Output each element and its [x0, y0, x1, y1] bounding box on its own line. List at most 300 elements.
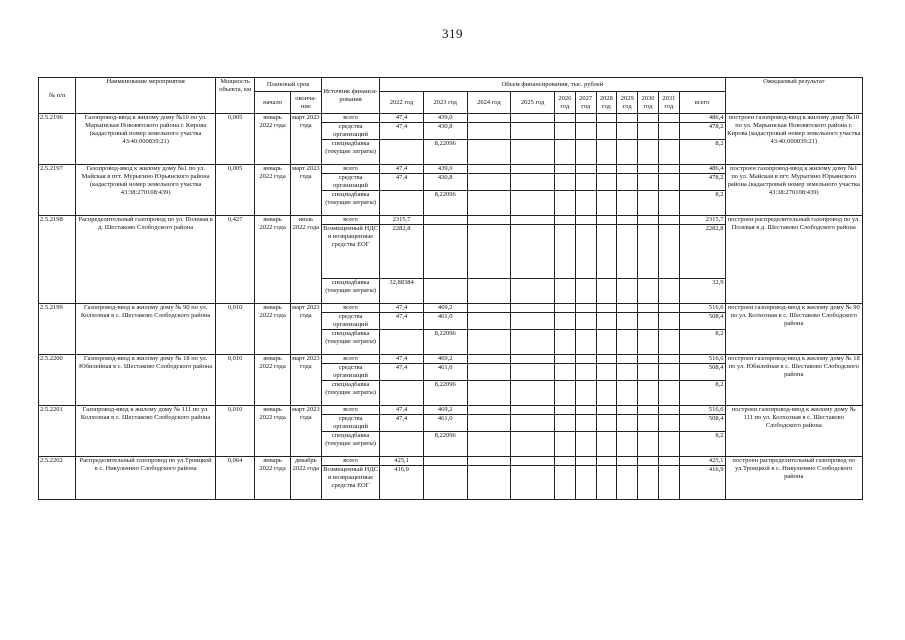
value-total: 516,6: [679, 406, 725, 415]
value-2022: [380, 191, 424, 216]
value-empty-year: [617, 457, 638, 466]
value-empty-year: [554, 406, 575, 415]
value-empty-year: [638, 457, 659, 466]
header-sources: Источник финанси-рования: [321, 78, 379, 114]
value-2023: 439,0: [423, 165, 467, 174]
value-2022: 47,4: [380, 415, 424, 432]
value-empty-year: [511, 304, 555, 313]
value-total: 478,2: [679, 174, 725, 191]
value-empty-year: [575, 140, 596, 165]
value-empty-year: [596, 355, 617, 364]
value-empty-year: [596, 415, 617, 432]
value-empty-year: [554, 114, 575, 123]
value-total: 8,2: [679, 330, 725, 355]
value-2023: 461,0: [423, 313, 467, 330]
header-year-9: 2031 год: [658, 92, 679, 114]
table-row: [39, 304, 863, 313]
end-date: март 2023 года: [290, 304, 321, 355]
value-empty-year: [554, 432, 575, 457]
value-empty-year: [596, 216, 617, 225]
start-date: январь 2022 года: [255, 304, 290, 355]
capacity-value: 0,427: [215, 216, 255, 304]
value-total: 2282,8: [679, 225, 725, 279]
value-total: 416,9: [679, 466, 725, 500]
value-empty-year: [617, 225, 638, 279]
value-empty-year: [638, 381, 659, 406]
value-empty-year: [575, 457, 596, 466]
value-2022: [380, 381, 424, 406]
value-2023: [423, 457, 467, 466]
value-empty-year: [638, 114, 659, 123]
value-total: 8,2: [679, 191, 725, 216]
start-date: январь 2022 года: [255, 216, 290, 304]
funding-source: всего: [321, 114, 379, 123]
header-plan-term: Плановый срок: [255, 78, 322, 92]
table-body: [39, 114, 863, 500]
value-total: 2315,7: [679, 216, 725, 225]
value-2022: [380, 330, 424, 355]
measure-name: Распределительный газопровод по ул.Троицкой в с. Никульчино Слободского района: [76, 457, 215, 500]
value-2023: 461,0: [423, 364, 467, 381]
value-2023: 8,22096: [423, 140, 467, 165]
value-2022: 2282,8: [380, 225, 424, 279]
value-total: 478,2: [679, 123, 725, 140]
table-row: [39, 355, 863, 364]
value-empty-year: [511, 165, 555, 174]
value-empty-year: [596, 123, 617, 140]
header-num: № п/п: [39, 78, 76, 114]
value-empty-year: [658, 165, 679, 174]
value-empty-year: [617, 140, 638, 165]
value-empty-year: [575, 415, 596, 432]
end-date: март 2023 года: [290, 355, 321, 406]
measure-name: Распределительный газопровод по ул. Полевая в д. Шестаково Слободского района: [76, 216, 215, 304]
end-date: декабрь 2022 года: [290, 457, 321, 500]
value-empty-year: [658, 140, 679, 165]
value-empty-year: [467, 114, 511, 123]
value-empty-year: [511, 191, 555, 216]
value-empty-year: [658, 432, 679, 457]
value-empty-year: [617, 304, 638, 313]
value-2022: 47,4: [380, 406, 424, 415]
value-empty-year: [511, 174, 555, 191]
value-empty-year: [511, 355, 555, 364]
value-empty-year: [617, 432, 638, 457]
value-empty-year: [617, 406, 638, 415]
value-empty-year: [658, 381, 679, 406]
value-2023: [423, 466, 467, 500]
value-empty-year: [596, 140, 617, 165]
value-empty-year: [554, 355, 575, 364]
value-empty-year: [511, 216, 555, 225]
value-total: 486,4: [679, 114, 725, 123]
row-num: 2.5.2202: [39, 457, 76, 500]
value-total: 8,2: [679, 432, 725, 457]
capacity-value: 0,010: [215, 355, 255, 406]
funding-source: спецнадбавка (текущие затраты): [321, 191, 379, 216]
value-empty-year: [596, 279, 617, 304]
value-empty-year: [554, 457, 575, 466]
value-empty-year: [467, 191, 511, 216]
value-empty-year: [467, 225, 511, 279]
value-empty-year: [617, 123, 638, 140]
value-empty-year: [467, 165, 511, 174]
value-empty-year: [511, 432, 555, 457]
value-empty-year: [467, 174, 511, 191]
value-empty-year: [554, 313, 575, 330]
value-empty-year: [575, 225, 596, 279]
measure-name: Газопровод-ввод к жилому дому № 90 по ул. Колхозная в с. Шестаково Слободского района: [76, 304, 215, 355]
header-year-5: 2027 год: [575, 92, 596, 114]
value-empty-year: [638, 140, 659, 165]
value-2023: 469,2: [423, 355, 467, 364]
header-year-4: 2026 год: [554, 92, 575, 114]
value-empty-year: [575, 355, 596, 364]
header-end: оконча-ние: [290, 92, 321, 114]
header-volume: Объем финансирования, тыс. рублей: [380, 78, 725, 92]
funding-source: средства организаций: [321, 123, 379, 140]
value-empty-year: [596, 304, 617, 313]
value-2022: 47,4: [380, 123, 424, 140]
value-total: 508,4: [679, 364, 725, 381]
value-empty-year: [658, 174, 679, 191]
value-empty-year: [554, 140, 575, 165]
value-2023: 430,8: [423, 123, 467, 140]
value-empty-year: [511, 466, 555, 500]
value-empty-year: [596, 114, 617, 123]
value-total: 32,9: [679, 279, 725, 304]
funding-source: Возмещенный НДС и возвращенные средства ЕОГ: [321, 225, 379, 279]
value-empty-year: [658, 313, 679, 330]
funding-source: всего: [321, 304, 379, 313]
row-num: 2.5.2198: [39, 216, 76, 304]
value-2023: 8,22096: [423, 432, 467, 457]
value-2023: 8,22096: [423, 330, 467, 355]
funding-source: средства организаций: [321, 313, 379, 330]
capacity-value: 0,010: [215, 406, 255, 457]
value-2023: [423, 279, 467, 304]
value-empty-year: [596, 174, 617, 191]
value-empty-year: [638, 355, 659, 364]
value-empty-year: [596, 313, 617, 330]
header-year-1: 2023 год: [423, 92, 467, 114]
value-empty-year: [658, 406, 679, 415]
value-empty-year: [596, 457, 617, 466]
value-empty-year: [617, 364, 638, 381]
measure-name: Газопровод-ввод к жилому дому № 18 по ул. Юбилейная в с. Шестаково Слободского района: [76, 355, 215, 406]
funding-source: всего: [321, 165, 379, 174]
value-empty-year: [617, 313, 638, 330]
value-empty-year: [554, 174, 575, 191]
value-2022: 2315,7: [380, 216, 424, 225]
table-row: [39, 457, 863, 466]
value-2023: 8,22096: [423, 381, 467, 406]
value-empty-year: [575, 313, 596, 330]
value-empty-year: [638, 123, 659, 140]
expected-result: построен газопровод-ввод к жилому дому № 111 по ул. Колхозная в с. Шестаково Слободского района: [725, 406, 862, 457]
value-empty-year: [638, 216, 659, 225]
page-number: 319: [442, 26, 463, 41]
end-date: март 2023 года: [290, 165, 321, 216]
value-empty-year: [617, 114, 638, 123]
value-empty-year: [511, 364, 555, 381]
value-empty-year: [638, 364, 659, 381]
value-empty-year: [658, 330, 679, 355]
row-num: 2.5.2197: [39, 165, 76, 216]
table-row: [39, 216, 863, 225]
value-empty-year: [511, 330, 555, 355]
value-empty-year: [467, 457, 511, 466]
value-2022: [380, 140, 424, 165]
value-empty-year: [658, 225, 679, 279]
value-2023: 469,2: [423, 406, 467, 415]
value-2023: 469,2: [423, 304, 467, 313]
value-empty-year: [467, 279, 511, 304]
value-empty-year: [575, 216, 596, 225]
start-date: январь 2022 года: [255, 457, 290, 500]
value-empty-year: [658, 304, 679, 313]
value-empty-year: [511, 225, 555, 279]
funding-source: спецнадбавка (текущие затраты): [321, 381, 379, 406]
value-2023: [423, 225, 467, 279]
value-empty-year: [617, 165, 638, 174]
value-empty-year: [617, 191, 638, 216]
header-year-0: 2022 год: [380, 92, 424, 114]
table-header: [39, 78, 863, 114]
measure-name: Газопровод-ввод к жилому дому №10 по ул. Марьинская Нововятского района г. Кирова (кадастровый номер земельного участка 43:40:000839:21): [76, 114, 215, 165]
value-empty-year: [467, 140, 511, 165]
header-year-7: 2029 год: [617, 92, 638, 114]
value-empty-year: [596, 364, 617, 381]
value-empty-year: [467, 364, 511, 381]
start-date: январь 2022 года: [255, 406, 290, 457]
header-capacity: Мощность объекта, км: [215, 78, 255, 114]
value-empty-year: [617, 466, 638, 500]
value-2023: 430,8: [423, 174, 467, 191]
value-empty-year: [658, 355, 679, 364]
capacity-value: 0,005: [215, 165, 255, 216]
funding-source: спецнадбавка (текущие затраты): [321, 140, 379, 165]
value-empty-year: [554, 330, 575, 355]
value-total: 425,1: [679, 457, 725, 466]
header-year-6: 2028 год: [596, 92, 617, 114]
value-empty-year: [575, 174, 596, 191]
value-empty-year: [575, 381, 596, 406]
value-empty-year: [467, 466, 511, 500]
value-empty-year: [575, 279, 596, 304]
value-empty-year: [511, 406, 555, 415]
value-empty-year: [596, 432, 617, 457]
value-empty-year: [511, 415, 555, 432]
value-empty-year: [467, 355, 511, 364]
funding-source: всего: [321, 216, 379, 225]
value-empty-year: [638, 174, 659, 191]
row-num: 2.5.2201: [39, 406, 76, 457]
funding-source: всего: [321, 406, 379, 415]
value-empty-year: [596, 191, 617, 216]
value-2022: 416,9: [380, 466, 424, 500]
start-date: январь 2022 года: [255, 355, 290, 406]
value-empty-year: [638, 330, 659, 355]
value-2023: [423, 216, 467, 225]
value-2023: 439,0: [423, 114, 467, 123]
value-empty-year: [511, 457, 555, 466]
value-empty-year: [596, 165, 617, 174]
header-result: Ожидаемый результат: [725, 78, 862, 114]
end-date: июль 2022 года: [290, 216, 321, 304]
capacity-value: 0,010: [215, 304, 255, 355]
start-date: январь 2022 года: [255, 165, 290, 216]
value-empty-year: [658, 457, 679, 466]
capacity-value: 0,064: [215, 457, 255, 500]
value-2022: 47,4: [380, 165, 424, 174]
value-empty-year: [575, 114, 596, 123]
funding-source: спецнадбавка (текущие затраты): [321, 279, 379, 304]
value-empty-year: [638, 313, 659, 330]
value-empty-year: [554, 415, 575, 432]
value-empty-year: [554, 123, 575, 140]
value-empty-year: [575, 466, 596, 500]
value-empty-year: [554, 304, 575, 313]
value-empty-year: [467, 216, 511, 225]
value-empty-year: [617, 174, 638, 191]
start-date: январь 2022 года: [255, 114, 290, 165]
expected-result: построен газопровод-ввод к жилому дому №1 по ул. Майская в пгт. Мурыгино Юрьянского района (кадастровый номер земельного участка 43:38:270108:439): [725, 165, 862, 216]
value-empty-year: [554, 466, 575, 500]
value-2022: 425,1: [380, 457, 424, 466]
value-empty-year: [554, 216, 575, 225]
value-empty-year: [554, 191, 575, 216]
value-2022: 47,4: [380, 355, 424, 364]
expected-result: построен газопровод-ввод к жилому дому № 90 по ул. Колхозная в с. Шестаково Слободского района: [725, 304, 862, 355]
value-empty-year: [554, 279, 575, 304]
value-total: 516,6: [679, 304, 725, 313]
value-2022: 47,4: [380, 313, 424, 330]
value-empty-year: [554, 381, 575, 406]
value-empty-year: [617, 415, 638, 432]
value-2022: 47,4: [380, 114, 424, 123]
value-empty-year: [575, 432, 596, 457]
value-empty-year: [638, 304, 659, 313]
value-empty-year: [467, 432, 511, 457]
end-date: март 2023 года: [290, 114, 321, 165]
value-empty-year: [638, 466, 659, 500]
funding-source: средства организаций: [321, 415, 379, 432]
value-empty-year: [554, 364, 575, 381]
funding-source: Возмещенный НДС и возвращенные средства ЕОГ: [321, 466, 379, 500]
value-2022: [380, 432, 424, 457]
capacity-value: 0,005: [215, 114, 255, 165]
value-empty-year: [596, 381, 617, 406]
value-empty-year: [511, 313, 555, 330]
value-empty-year: [658, 415, 679, 432]
value-empty-year: [511, 123, 555, 140]
value-empty-year: [554, 165, 575, 174]
value-2023: 461,0: [423, 415, 467, 432]
value-empty-year: [554, 225, 575, 279]
value-empty-year: [575, 330, 596, 355]
value-empty-year: [575, 191, 596, 216]
value-empty-year: [638, 406, 659, 415]
value-total: 508,4: [679, 415, 725, 432]
row-num: 2.5.2199: [39, 304, 76, 355]
funding-source: средства организаций: [321, 174, 379, 191]
value-empty-year: [575, 406, 596, 415]
value-empty-year: [467, 415, 511, 432]
value-empty-year: [467, 330, 511, 355]
value-empty-year: [617, 330, 638, 355]
expected-result: построен распределительный газопровод по ул. Полевая в д. Шестаково Слободского района: [725, 216, 862, 304]
value-empty-year: [658, 191, 679, 216]
table-row: [39, 406, 863, 415]
value-total: 8,2: [679, 381, 725, 406]
value-empty-year: [575, 165, 596, 174]
value-total: 486,4: [679, 165, 725, 174]
value-empty-year: [511, 279, 555, 304]
value-2022: 47,4: [380, 174, 424, 191]
value-empty-year: [658, 114, 679, 123]
header-total: всего: [679, 92, 725, 114]
end-date: март 2023 года: [290, 406, 321, 457]
value-empty-year: [596, 225, 617, 279]
value-empty-year: [596, 330, 617, 355]
table-row: [39, 114, 863, 123]
value-total: 508,4: [679, 313, 725, 330]
value-empty-year: [511, 381, 555, 406]
value-empty-year: [638, 432, 659, 457]
table-row: [39, 165, 863, 174]
expected-result: построен распределительный газопровод по ул.Троицкой в с. Никульчино Слободского района: [725, 457, 862, 500]
value-empty-year: [467, 313, 511, 330]
measure-name: Газопровод-ввод к жилому дому №1 по ул. Майская в пгт. Мурыгино Юрьянского района (кадастровый номер земельного участка 43:38:270108:439): [76, 165, 215, 216]
value-empty-year: [658, 364, 679, 381]
funding-source: спецнадбавка (текущие затраты): [321, 432, 379, 457]
funding-source: спецнадбавка (текущие затраты): [321, 330, 379, 355]
value-2022: 47,4: [380, 304, 424, 313]
value-empty-year: [617, 279, 638, 304]
value-total: 516,6: [679, 355, 725, 364]
funding-source: всего: [321, 355, 379, 364]
value-empty-year: [658, 216, 679, 225]
funding-source: всего: [321, 457, 379, 466]
value-empty-year: [575, 304, 596, 313]
value-empty-year: [658, 123, 679, 140]
header-year-2: 2024 год: [467, 92, 511, 114]
value-empty-year: [638, 165, 659, 174]
value-empty-year: [638, 191, 659, 216]
value-2023: 8,22096: [423, 191, 467, 216]
value-empty-year: [467, 406, 511, 415]
value-empty-year: [575, 364, 596, 381]
value-empty-year: [467, 304, 511, 313]
header-start: начало: [255, 92, 290, 114]
expected-result: построен газопровод-ввод к жилому дому №10 по ул. Марьинская Нововятского района г. Кирова (кадастровый номер земельного участка 43:40:000839:21): [725, 114, 862, 165]
expected-result: построен газопровод-ввод к жилому дому № 18 по ул. Юбилейная в с. Шестаково Слободского района: [725, 355, 862, 406]
value-empty-year: [511, 140, 555, 165]
value-2022: 32,88384: [380, 279, 424, 304]
value-empty-year: [596, 466, 617, 500]
value-empty-year: [511, 114, 555, 123]
value-empty-year: [575, 123, 596, 140]
value-empty-year: [638, 225, 659, 279]
financing-table: [38, 77, 863, 500]
header-name: Наименование мероприятия: [76, 78, 215, 114]
value-total: 8,2: [679, 140, 725, 165]
header-year-3: 2025 год: [511, 92, 555, 114]
header-year-8: 2030 год: [638, 92, 659, 114]
value-empty-year: [658, 466, 679, 500]
value-empty-year: [617, 216, 638, 225]
